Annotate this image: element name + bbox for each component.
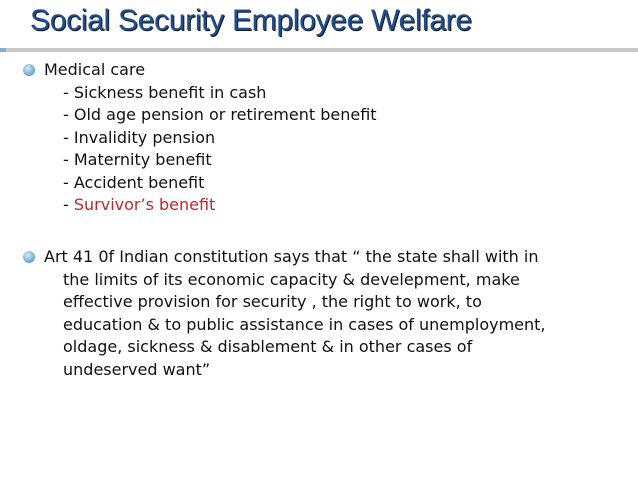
list-item: - Invalidity pension bbox=[63, 127, 216, 147]
list-item: - Accident benefit bbox=[63, 172, 205, 192]
paragraph-line: education & to public assistance in cases of unemployment, bbox=[63, 314, 546, 334]
list-item: - Maternity benefit bbox=[63, 150, 212, 169]
list-item: - Sickness benefit in cash bbox=[63, 82, 267, 102]
list-item: - Old age pension or retirement benefit bbox=[63, 105, 377, 124]
paragraph-line: the limits of its economic capacity & develepment, make bbox=[63, 269, 520, 289]
paragraph-line: undeserved want” bbox=[63, 359, 211, 379]
paragraph-line: Art 41 0f Indian constitution says that “ the state shall with in bbox=[44, 247, 539, 266]
bullet-constitution-article bbox=[44, 246, 604, 381]
paragraph-line: oldage, sickness & disablement & in other cases of bbox=[63, 337, 473, 356]
list-item-prefix: - bbox=[63, 195, 74, 214]
bullet-medical-care bbox=[44, 59, 377, 217]
highlighted-text: Survivor’s benefit bbox=[73, 195, 216, 214]
title-divider bbox=[0, 46, 638, 54]
paragraph-line: effective provision for security , the right to work, to bbox=[63, 292, 482, 311]
circle-bullet-icon bbox=[22, 248, 36, 262]
slide-title: Social Security Employee Welfare bbox=[30, 4, 472, 37]
circle-bullet-icon bbox=[22, 61, 36, 75]
bullet-heading: Medical care bbox=[44, 60, 146, 79]
list-item-highlighted bbox=[44, 194, 377, 217]
